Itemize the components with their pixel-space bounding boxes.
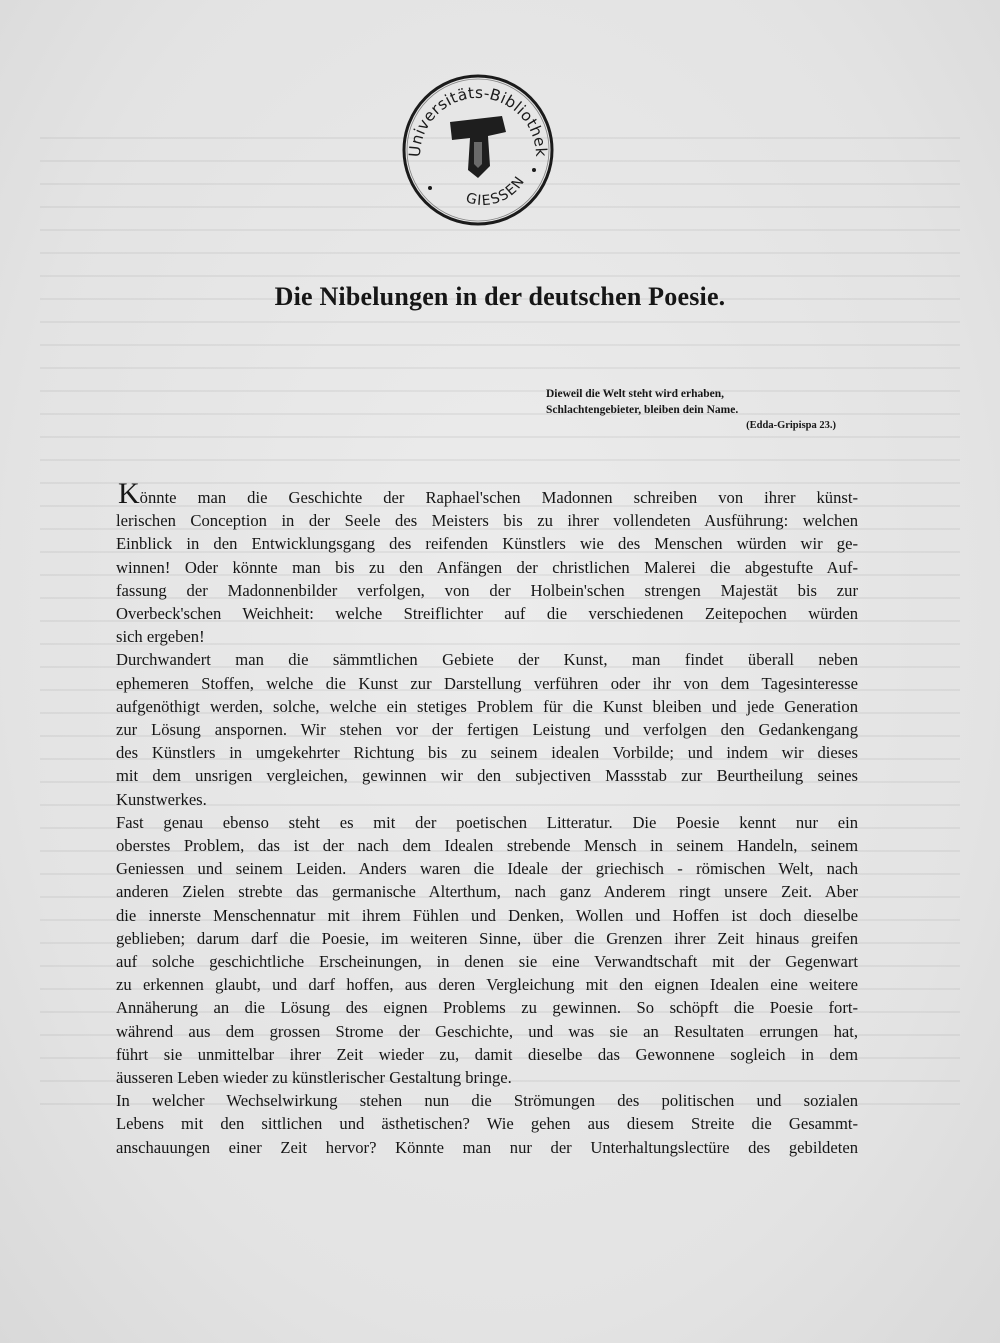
text-line: geblieben; darum darf die Poesie, im weiteren Sinne, über die Grenzen ihrer Zeit hinaus greifen: [116, 928, 858, 948]
text-line: zu erkennen glaubt, und darf hoffen, aus deren Vergleichung mit den eignen Idealen eine weitere: [116, 975, 858, 995]
epigraph-source: (Edda-Gripispa 23.): [746, 420, 836, 431]
text-line: Könnte man die Geschichte der Raphael'schen Madonnen schreiben von ihrer künst-: [118, 477, 858, 510]
paragraph: [116, 648, 858, 810]
text-line: fassung der Madonnenbilder verfolgen, von der Holbein'schen strengen Majestät bis zur: [116, 580, 858, 600]
stamp-bottom-text: GIESSEN: [464, 173, 529, 210]
text-line: anschauungen einer Zeit hervor? Könnte man nur der Unterhaltungslectüre des gebildeten: [116, 1137, 858, 1157]
paragraph: [116, 811, 858, 1089]
text-line: auf solche geschichtliche Erscheinungen, in denen sie eine Verwandtschaft mit der Gegenwart: [116, 952, 858, 972]
text-line: aufgenöthigt werden, solche, welche ein stetiges Problem für die Kunst bleiben und jede Generation: [116, 696, 858, 716]
epigraph: [546, 386, 846, 434]
text-line: lerischen Conception in der Seele des Meisters bis zu ihrer vollendeten Ausführung: welchen: [116, 511, 858, 531]
text-line: Fast genau ebenso steht es mit der poetischen Litteratur. Die Poesie kennt nur ein: [116, 812, 858, 832]
page-title: Die Nibelungen in der deutschen Poesie.: [274, 282, 726, 311]
text-line: ephemeren Stoffen, welche die Kunst zur Darstellung verführen oder ihr von dem Tagesinteresse: [116, 673, 858, 693]
text-line: während aus dem grossen Strome der Geschichte, und was sie an Resultaten errungen hat,: [116, 1021, 858, 1041]
text-line: Geniessen und seinem Leiden. Anders waren die Ideale der griechisch - römischen Welt, nach: [116, 859, 858, 879]
text-line: Durchwandert man die sämmtlichen Gebiete der Kunst, man findet überall neben: [116, 650, 858, 670]
text-line: führt sie unmittelbar ihrer Zeit wieder zu, damit dieselbe das Gewonnene sogleich in dem: [116, 1044, 858, 1064]
text-line: Overbeck'schen Weichheit: welche Streiflichter auf die verschiedenen Zeitepochen würden: [116, 604, 858, 624]
stamp-emblem-icon: [450, 116, 506, 178]
text-line: äusseren Leben wieder zu künstlerischer Gestaltung bringe.: [116, 1068, 512, 1088]
text-line: Lebens mit den sittlichen und ästhetischen? Wie gehen aus diesem Streite die Gesammt-: [116, 1114, 858, 1134]
text-line: des Künstlers in umgekehrter Richtung bis zu seinem idealen Vorbilde; und indem wir dieses: [116, 743, 858, 763]
text-line: die innerste Menschennatur mit ihrem Fühlen und Denken, Wollen und Hoffen ist doch dieselbe: [116, 905, 858, 925]
drop-cap: K: [118, 477, 140, 510]
text-line: zur Lösung anspornen. Wir stehen vor der fertigen Leistung und verfolgen den Gedankengang: [116, 720, 858, 740]
text-line: anderen Zielen strebte das germanische Alterthum, nach ganz Anderem ringt unsere Zeit. Aber: [116, 882, 858, 902]
text-line: Annäherung an die Lösung des eignen Problems zu gewinnen. So schöpft die Poesie fort-: [116, 998, 858, 1018]
text-line: In welcher Wechselwirkung stehen nun die Strömungen des politischen und sozialen: [116, 1091, 858, 1111]
text-line: Einblick in den Entwicklungsgang des reifenden Künstlers wie des Menschen würden wir ge-: [116, 534, 858, 554]
stamp-top-text: Universitäts-Bibliothek: [405, 83, 551, 158]
epigraph-line: Dieweil die Welt steht wird erhaben,: [546, 388, 725, 400]
body-text: [116, 477, 858, 1159]
text-line: Kunstwerkes.: [116, 789, 207, 809]
library-stamp: [398, 70, 558, 230]
text-line: oberstes Problem, das ist der nach dem Idealen strebende Mensch in seinem Handeln, seinem: [116, 836, 858, 856]
paragraph: [116, 477, 858, 648]
paragraph: [116, 1089, 858, 1159]
epigraph-line: Schlachtengebieter, bleiben dein Name.: [546, 404, 739, 416]
text-line: mit dem unsrigen vergleichen, gewinnen wir den subjectiven Massstab zur Beurtheilung seines: [116, 766, 858, 786]
text-line: sich ergeben!: [116, 627, 205, 647]
text-line: winnen! Oder könnte man bis zu den Anfängen der christlichen Malerei die abgestufte Auf-: [116, 557, 858, 577]
